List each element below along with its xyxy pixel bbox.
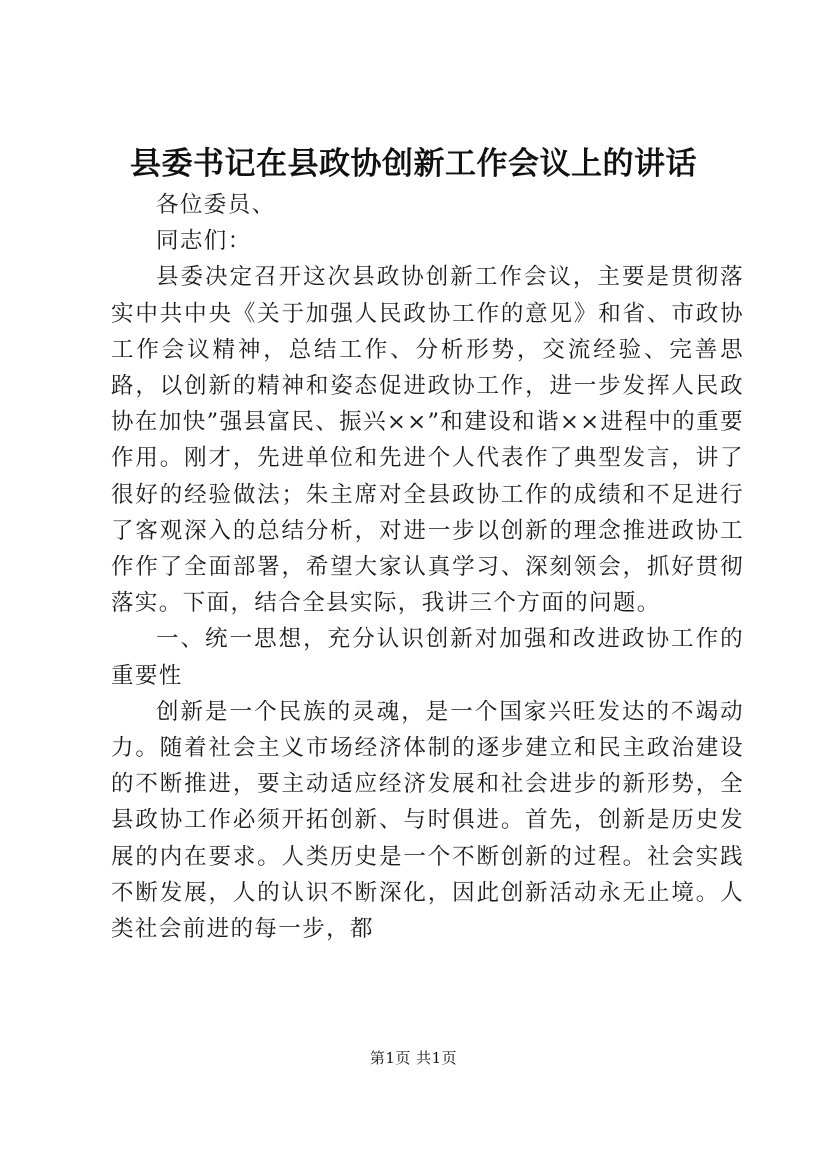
salutation-members: 各位委员、 [156, 192, 276, 218]
intro-paragraph: 县委决定召开这次县政协创新工作会议，主要是贯彻落实中共中央《关于加强人民政协工作的意见》和省、市政协工作会议精神，总结工作、分析形势，交流经验、完善思路，以创新的精神和姿态促进政协工作，进一步发挥人民政协在加快”强县富民、振兴××”和建设和谐××进程中的重要作用。刚才，先进单位和先进个人代表作了典型发言，讲了很好的经验做法；朱主席对全县政协工作的成绩和不足进行了客观深入的总结分析，对进一步以创新的理念推进政协工作作了全面部署，希望大家认真学习、深刻领会，抓好贯彻落实。下面，结合全县实际，我讲三个方面的问题。 [111, 264, 744, 617]
salutation-comrades: 同志们： [156, 228, 252, 255]
page-footer: 第1页 共1页 [369, 1049, 458, 1067]
document-title: 县委书记在县政协创新工作会议上的讲话 [130, 146, 697, 182]
section-1-paragraph: 创新是一个民族的灵魂，是一个国家兴旺发达的不竭动力。随着社会主义市场经济体制的逐步建立和民主政治建设的不断推进，要主动适应经济发展和社会进步的新形势，全县政协工作必须开拓创新、与时俱进。首先，创新是历史发展的内在要求。人类历史是一个不断创新的过程。社会实践不断发展，人的认识不断深化，因此创新活动永无止境。人类社会前进的每一步，都 [111, 698, 744, 943]
section-heading-1: 一、统一思想，充分认识创新对加强和改进政协工作的重要性 [111, 626, 744, 689]
document-body [111, 187, 744, 947]
